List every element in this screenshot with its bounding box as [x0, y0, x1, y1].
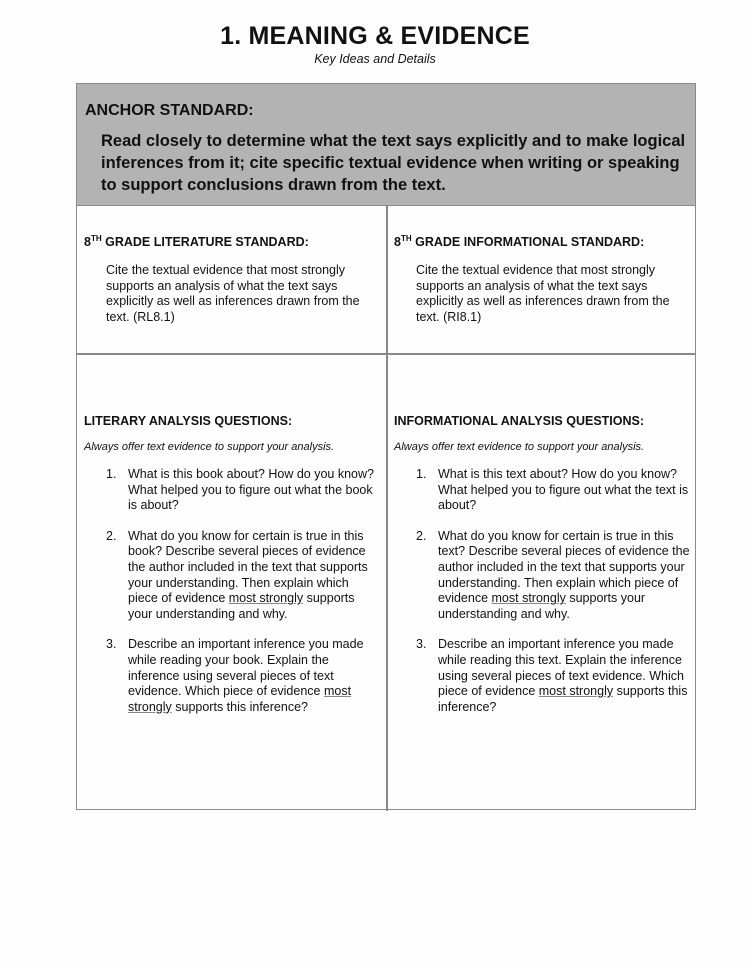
emphasis-underline: most strongly	[228, 591, 304, 606]
informational-standard-body: Cite the textual evidence that most strongly supports an analysis of what the text says explicitly as well as inferences drawn from the text. (RI8.1)	[416, 263, 670, 324]
literary-questions-note: Always offer text evidence to support your analysis.	[84, 441, 335, 453]
literary-questions-list	[84, 467, 384, 715]
informational-questions-heading: INFORMATIONAL ANALYSIS QUESTIONS:	[394, 414, 645, 428]
anchor-standard-text: Read closely to determine what the text says explicitly and to make logical inferences from it; cite specific textual evidence when writing or speaking to support conclusions drawn from the text.	[101, 132, 686, 194]
page-subtitle: Key Ideas and Details	[314, 52, 436, 66]
list-item: 1. What is this text about? How do you know? What helped you to figure out what the text is about?	[416, 467, 689, 513]
standards-table	[76, 83, 696, 810]
list-item: 2. What do you know for certain is true in this text? Describe several pieces of evidence the author included in the text that supports your understanding. Then explain which piece of evidence most strongly supports your understanding and why.	[416, 528, 690, 621]
informational-standard-heading: 8TH GRADE INFORMATIONAL STANDARD:	[394, 234, 645, 250]
informational-questions-cell	[394, 414, 694, 730]
page-title: 1. MEANING & EVIDENCE	[220, 22, 530, 50]
literature-standard-body: Cite the textual evidence that most strongly supports an analysis of what the text says explicitly as well as inferences drawn from the text. (RL8.1)	[106, 263, 360, 324]
emphasis-underline: most strongly	[491, 591, 566, 606]
emphasis-underline: most strongly	[128, 684, 352, 714]
list-item: 3. Describe an important inference you made while reading your book. Explain the inference using several pieces of text evidence. Which piece of evidence most strongly supports this inference?	[106, 637, 364, 714]
list-item: 3. Describe an important inference you made while reading this text. Explain the inference using several pieces of text evidence. Which piece of evidence most strongly supports this inference?	[416, 637, 688, 714]
emphasis-underline: most strongly	[538, 684, 614, 699]
informational-standard-cell	[394, 234, 694, 326]
informational-questions-note: Always offer text evidence to support your analysis.	[394, 441, 645, 453]
list-item: 2. What do you know for certain is true in this book? Describe several pieces of evidence the author included in the text that supports your understanding. Then explain which piece of evidence most strongly supports your understanding and why.	[106, 528, 368, 621]
literature-standard-heading: 8TH GRADE LITERATURE STANDARD:	[84, 234, 309, 250]
column-divider	[386, 206, 388, 811]
literature-standard-cell	[84, 234, 384, 326]
literary-questions-cell	[84, 414, 384, 730]
anchor-standard-box	[77, 84, 695, 206]
informational-questions-list	[394, 467, 694, 715]
literary-questions-heading: LITERARY ANALYSIS QUESTIONS:	[84, 414, 293, 428]
row-divider	[77, 353, 695, 355]
list-item: 1. What is this book about? How do you know? What helped you to figure out what the book is about?	[106, 467, 374, 513]
anchor-standard-label: ANCHOR STANDARD:	[85, 102, 254, 119]
